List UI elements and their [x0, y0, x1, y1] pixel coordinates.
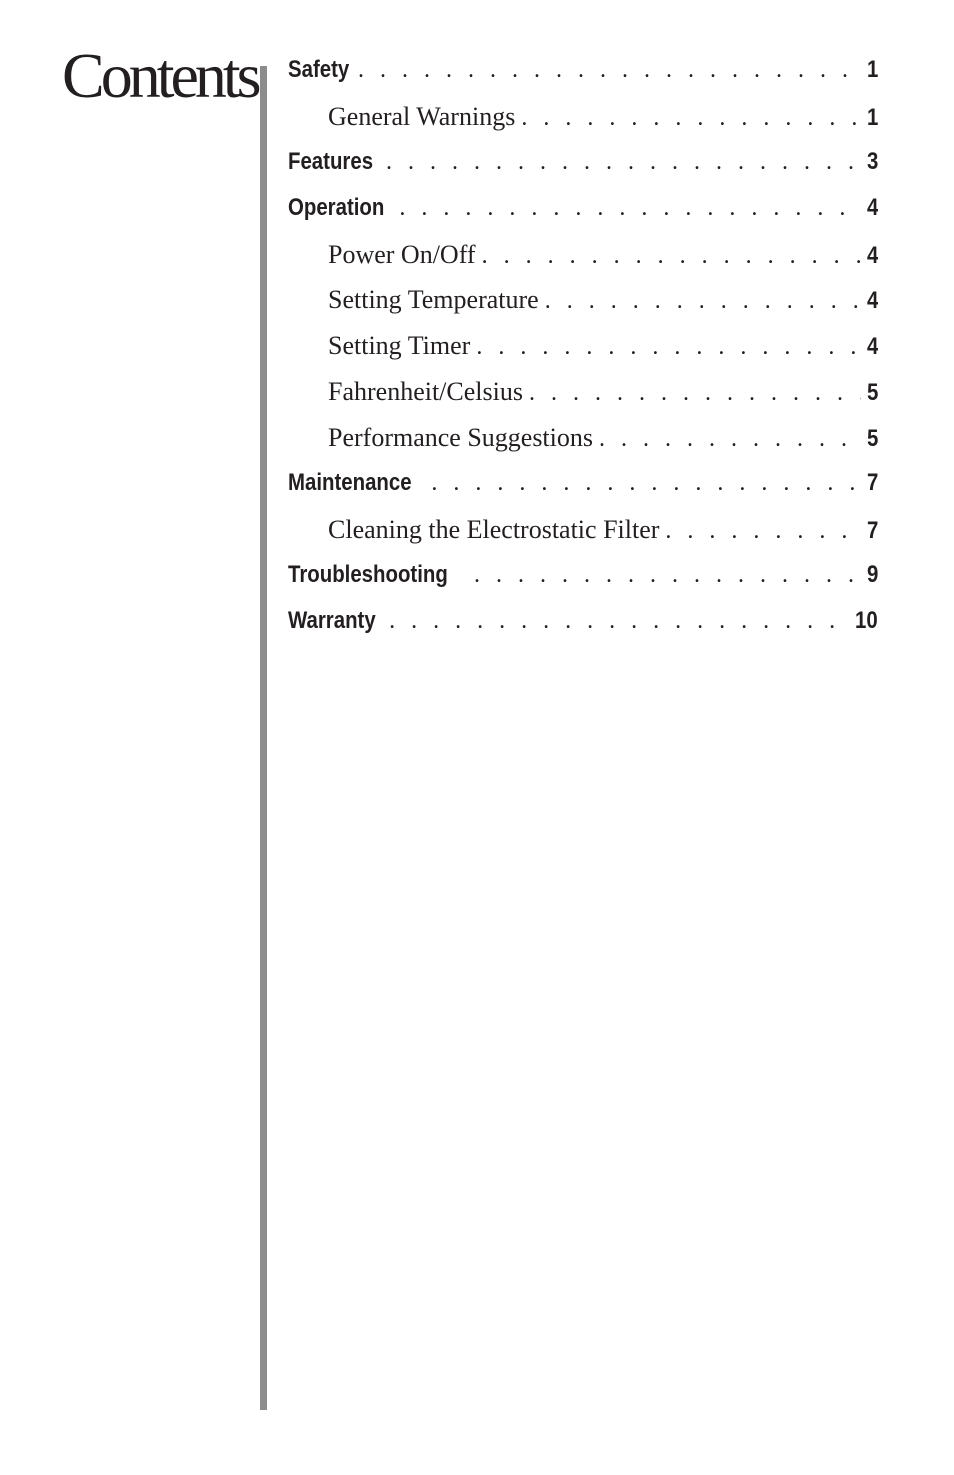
toc-entry-label: Cleaning the Electrostatic Filter: [328, 514, 660, 544]
toc-entry-label: Setting Timer: [328, 331, 471, 361]
toc-page-number: 4: [866, 287, 878, 315]
toc-page-number: 1: [866, 56, 878, 83]
toc-entry-performance-suggestions[interactable]: [288, 423, 878, 469]
toc-entry-label: Safety: [288, 56, 350, 83]
toc-entry-label: Operation: [288, 193, 385, 221]
dot-leader: [474, 562, 861, 589]
toc-entry-general-warnings[interactable]: [288, 102, 878, 148]
toc-entry-troubleshooting[interactable]: [288, 561, 878, 607]
toc-entry-label: Troubleshooting: [288, 560, 448, 588]
toc-entry-label: Performance Suggestions: [328, 423, 594, 453]
toc-page-number: 4: [866, 333, 878, 361]
toc-entry-label: Fahrenheit/Celsius: [328, 377, 523, 407]
dot-leader: [599, 426, 861, 453]
toc-entry-maintenance[interactable]: [288, 469, 878, 515]
toc-entry-label: Setting Temperature: [328, 285, 539, 315]
dot-leader: [665, 518, 860, 545]
toc-page-number: 7: [866, 469, 878, 497]
dot-leader: [399, 195, 860, 222]
toc-entry-setting-temperature[interactable]: [288, 285, 878, 331]
toc-entry-cleaning-filter[interactable]: [288, 515, 878, 561]
vertical-rule: [260, 66, 267, 1410]
table-of-contents: [288, 56, 878, 653]
toc-entry-setting-timer[interactable]: [288, 331, 878, 377]
toc-page-number: 3: [866, 147, 878, 175]
dot-leader: [389, 608, 847, 635]
toc-entry-power-on-off[interactable]: [288, 240, 878, 286]
dot-leader: [545, 288, 861, 315]
toc-page-number: 1: [866, 103, 878, 131]
dot-leader: [431, 470, 860, 497]
toc-page-number: 4: [866, 241, 878, 269]
toc-page-number: 5: [866, 379, 878, 407]
toc-entry-fahrenheit-celsius[interactable]: [288, 377, 878, 423]
toc-page-number: 9: [866, 560, 878, 588]
toc-page-number: 5: [866, 425, 878, 453]
toc-entry-label: General Warnings: [328, 101, 516, 131]
dot-leader: [482, 243, 861, 270]
dot-leader: [358, 57, 861, 84]
toc-entry-features[interactable]: [288, 148, 878, 194]
toc-page-number: 4: [866, 193, 878, 221]
toc-entry-label: Warranty: [288, 606, 376, 634]
toc-page-number: 7: [866, 516, 878, 544]
dot-leader: [529, 380, 861, 407]
toc-entry-label: Power On/Off: [328, 239, 476, 269]
dot-leader: [386, 149, 861, 176]
dot-leader: [476, 334, 860, 361]
toc-entry-warranty[interactable]: [288, 607, 878, 653]
toc-entry-label: Features: [288, 147, 374, 175]
page-title: Contents: [62, 40, 258, 111]
toc-entry-label: Maintenance: [288, 469, 412, 497]
dot-leader: [521, 105, 860, 132]
toc-entry-safety[interactable]: [288, 56, 878, 102]
toc-page-number: 10: [855, 606, 878, 634]
toc-entry-operation[interactable]: [288, 194, 878, 240]
